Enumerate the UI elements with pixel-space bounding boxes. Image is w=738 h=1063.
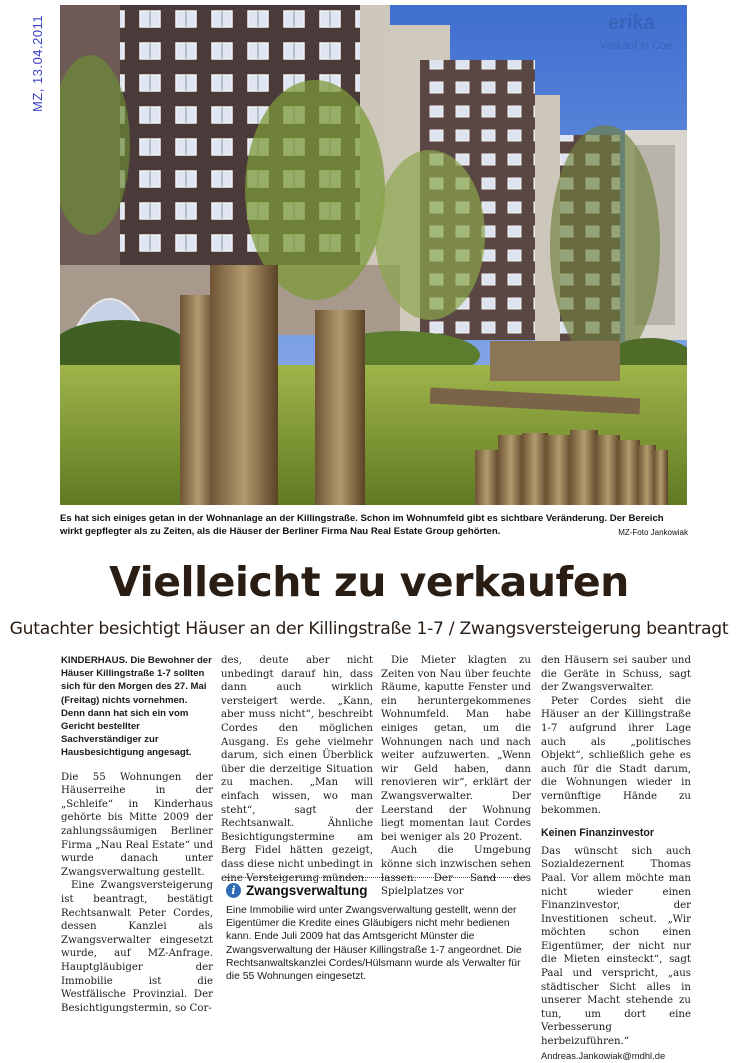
publication-date-stamp: MZ, 13.04.2011 [30, 14, 45, 112]
info-box-header [226, 883, 526, 898]
paragraph: Eine Zwangsversteigerung ist beantragt, bestätigt Rechtsanwalt Peter Cordes, dessen Kanzlei als Zwangsverwalter eingesetzt wurde, auf MZ-Anfrage. Hauptgläubiger der Immobilie ist die Westfälische Provinzial. Der Besichtigungstermin, so Cor- [61, 880, 213, 1014]
paragraph: des, deute aber nicht unbedingt darauf hin, dass dann auch wirklich versteigert werde. „Kann, aber muss nicht“, beschreibt Cordes den möglichen Ausgang. Es gehe vielmehr darum, sich einen Überblick über die derzeitige Situation zu machen. „Man will einfach wissen, wo man steht“, sagt der Rechtsanwalt. Ähnliche Besichtigungstermine am Berg Fidel hätten gezeigt, dass diese nicht unbedingt in eine Versteigerung münden. [221, 655, 373, 884]
headline: Vielleicht zu verkaufen [109, 558, 629, 606]
info-box-text: Eine Immobilie wird unter Zwangsverwaltung gestellt, wenn der Eigentümer die Kredite eines Gläubigers nicht mehr bedienen kann. Ende Juli 2009 hat das Amtsgericht Münster die Zwangsverwaltung der Häuser Killingstraße 1-7 angeordnet. Die Rechtsanwaltskanzlei Cordes/Hülsmann wurde als Verwalter für die 55 Wohnungen eingesetzt. [226, 905, 522, 983]
subheadline: Gutachter besichtigt Häuser an der Killingstraße 1-7 / Zwangsversteigerung beantragt [9, 619, 729, 639]
article-column-2 [221, 654, 373, 885]
sign-text: Verkauf in Coe [600, 40, 673, 52]
paragraph: Die Mieter klagten zu Zeiten von Nau über feuchte Räume, kaputte Fenster und ein heruntergekommenes Wohnumfeld. Man habe einiges getan, um die Wohnungen nach und nach weiter aufzuwerten. „Wenn wir Geld haben, dann renovieren wir“, erklärt der Zwangsverwalter. Der Leerstand der Wohnung liegt momentan laut Cordes bei weniger als 20 Prozent. [381, 655, 531, 843]
paragraph: Peter Cordes sieht die Häuser an der Killingstraße 1-7 aufgrund ihrer Lage auch als „politisches Objekt“, schließlich gehe es auch für die Stadt darum, die Wohnungen wieder in vernünftige Hände zu bekommen. [541, 695, 691, 816]
article-column-4 [541, 654, 691, 1063]
lead-text: Die Bewohner der Häuser Killingstraße 1-7 sollten sich für den Morgen des 27. Mai (Freitag) nichts vornehmen. Denn dann hat sich ein vom Gericht bestellter Sachverständiger zur Hausbesichtigung angesagt. [61, 655, 212, 759]
photo-caption [60, 512, 688, 539]
lead-paragraph [61, 654, 213, 760]
article-photo [60, 5, 687, 505]
article-column-1 [61, 654, 213, 1015]
info-box [226, 877, 526, 983]
sign-brand: erika [608, 12, 655, 34]
section-subheading: Keinen Finanzinvestor [541, 827, 655, 840]
info-box-title: Zwangsverwaltung [246, 882, 368, 898]
paragraph: Die 55 Wohnungen der Häuserreihe in der „Schleife“ in Kinderhaus gehörte bis Mitte 2009 der zahlungssäumigen Berliner Firma „Nau Real Estate“ und wurde danach unter Zwangsverwaltung gestellt. [61, 771, 213, 878]
paragraph-text: Das wünscht sich auch Sozialdezernent Thomas Paal. Vor allem möchte man nicht wieder einen Finanzinvestor, der Investitionen scheut. „Wir möchten schon einen Eigentümer, der nicht nur die Mieten einsteckt“, sagt Paal und verspricht, „aus städtischer Sicht alles in unserer Macht stehende zu tun, um dort eine Verbesserung herbeizuführen.“ [541, 845, 691, 1048]
paragraph: Auch die Umgebung könne sich inzwischen sehen lassen. Der Sand des Spielplatzes vor [381, 845, 531, 898]
dateline: KINDERHAUS. [61, 655, 128, 666]
paragraph: den Häusern sei sauber und die Geräte in Schuss, sagt der Zwangsverwalter. [541, 655, 691, 694]
photo-credit: MZ-Foto Jankowiak [618, 528, 688, 537]
info-icon: i [226, 883, 241, 898]
author-email: Andreas.Jankowiak@mdhl.de [541, 1049, 666, 1061]
article-column-3 [381, 654, 531, 899]
caption-text: Es hat sich einiges getan in der Wohnanlage an der Killingstraße. Schon im Wohnumfeld gibt es sichtbare Veränderung. Der Bereich wirkt gepflegter als zu Zeiten, als die Häuser der Berliner Firma Nau Real Estate Group gehörten. [60, 513, 664, 537]
paragraph [541, 845, 691, 1063]
